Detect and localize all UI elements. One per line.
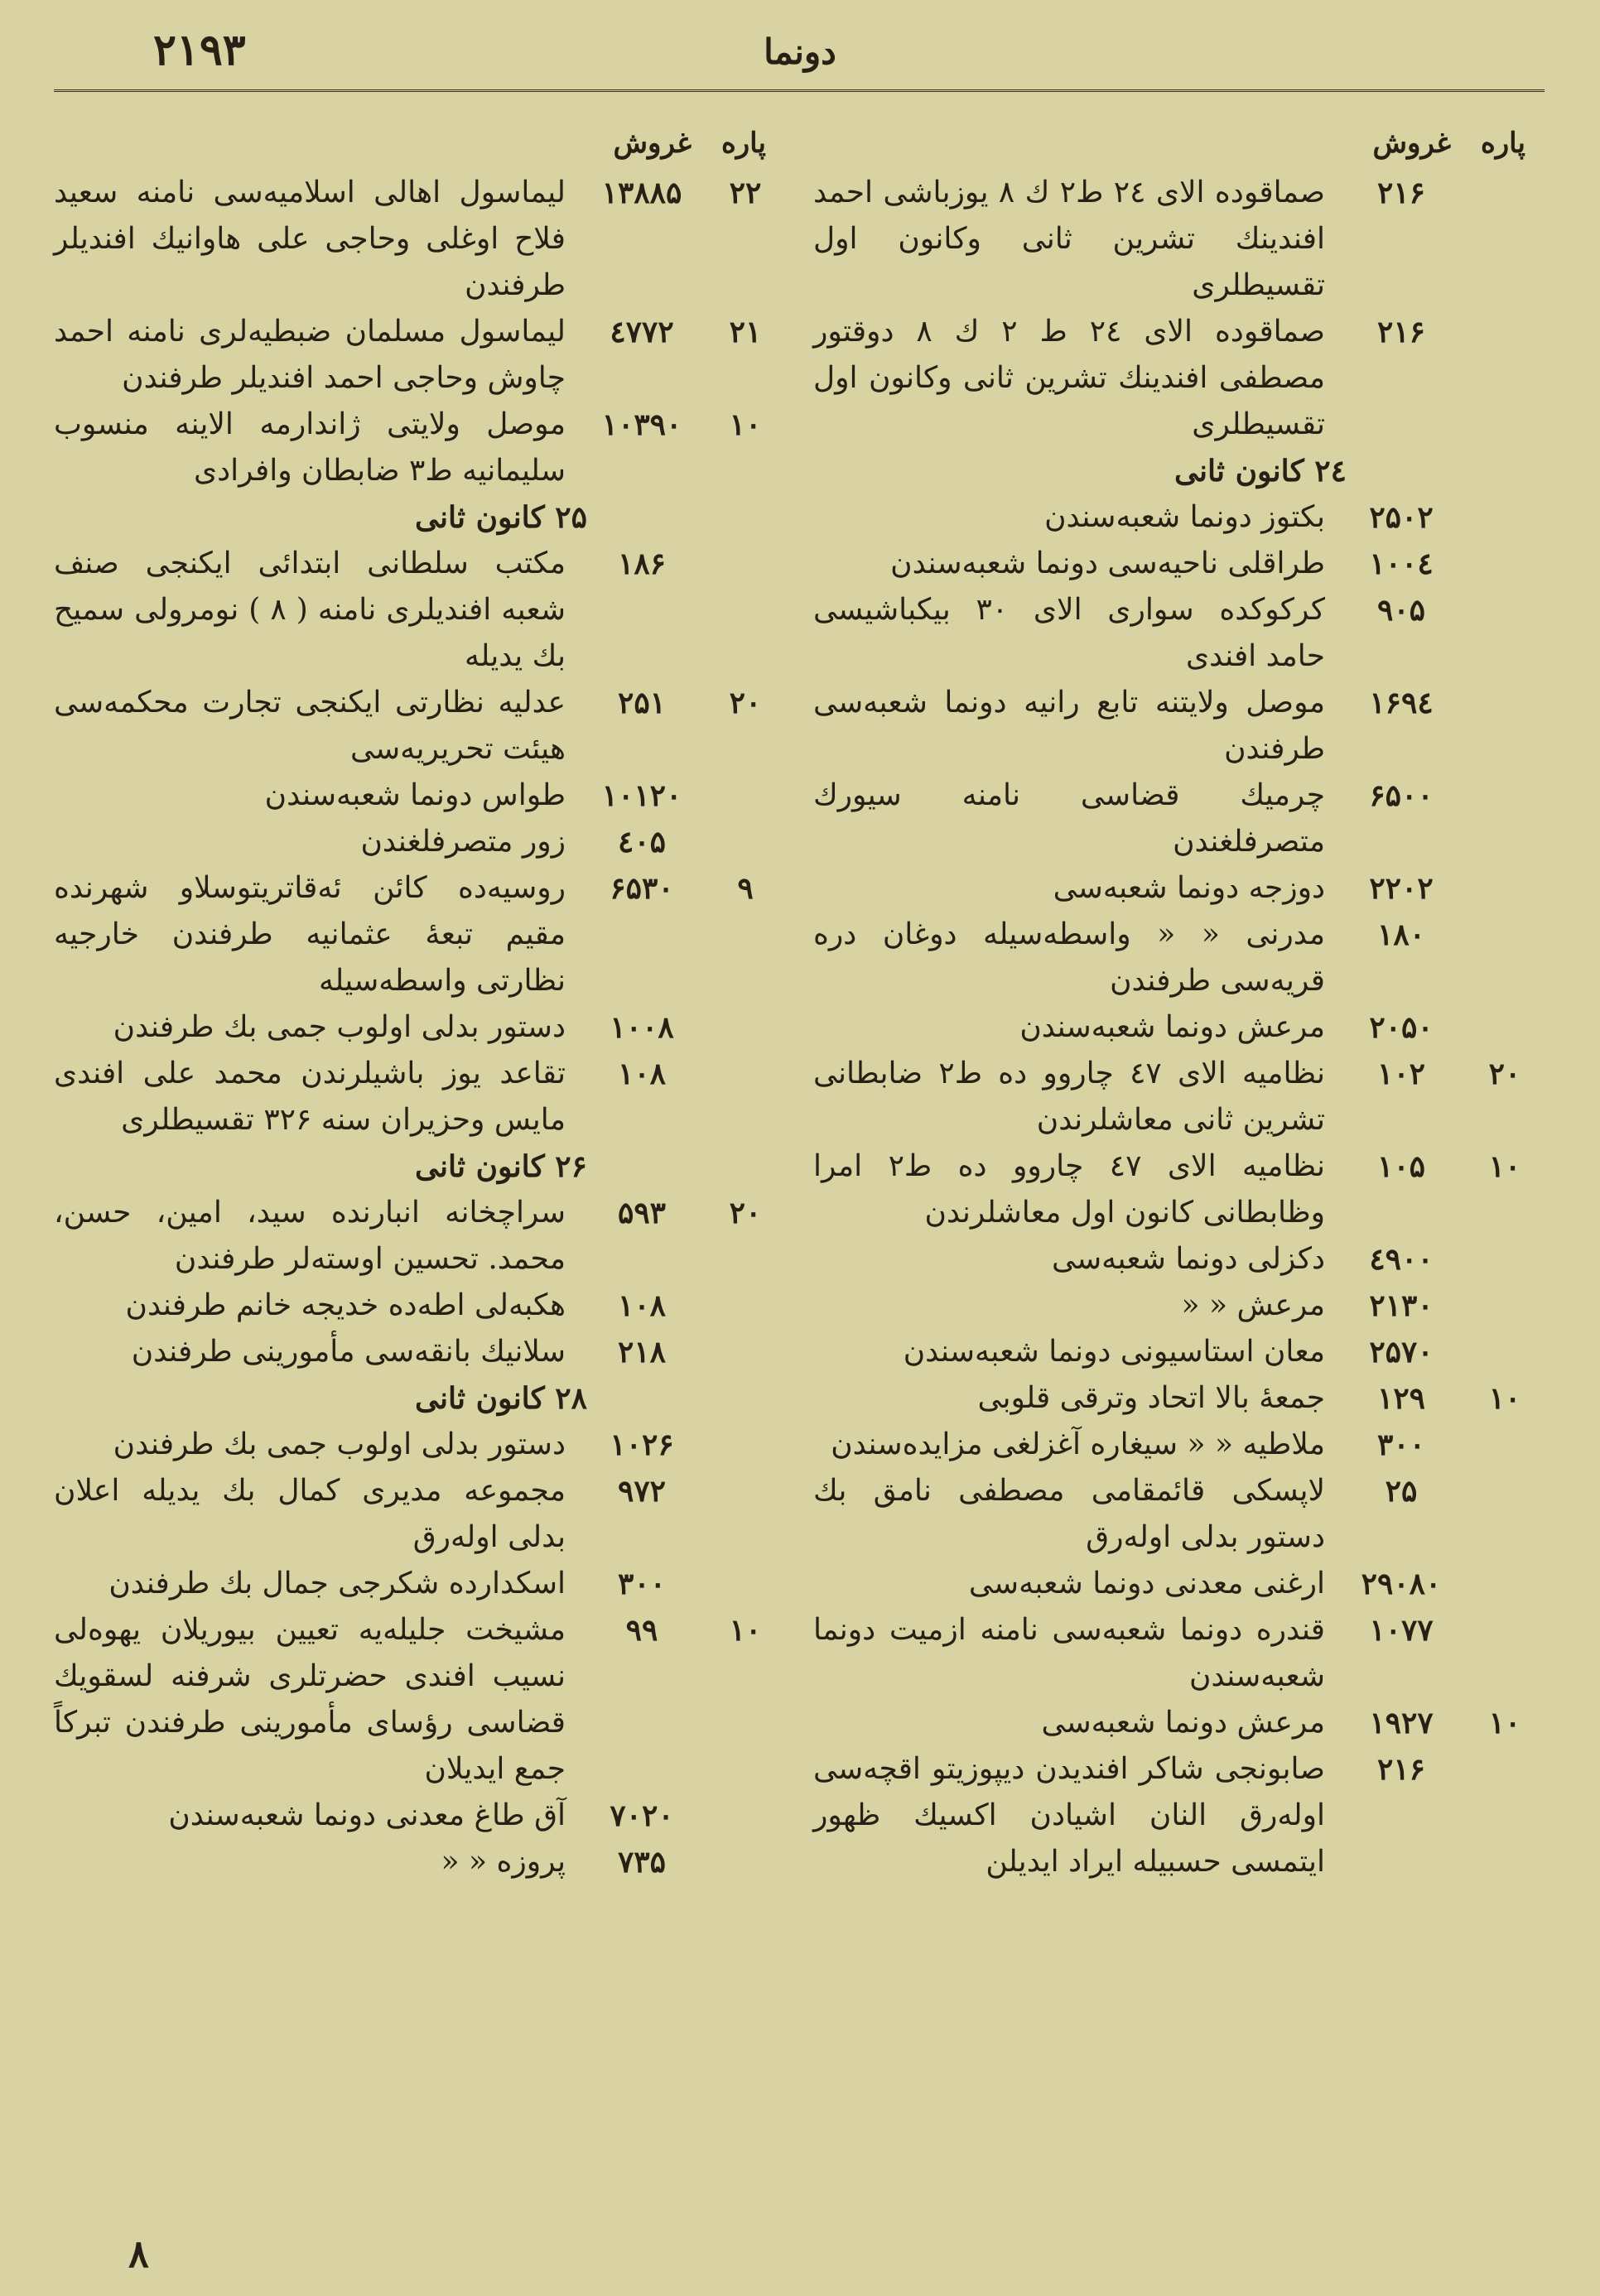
- amount-para: ۱۰: [729, 407, 762, 442]
- amount-kurus: ۱۰۷۷: [1369, 1613, 1434, 1648]
- entry-description: نظامیه الای ٤۷ چاروو ده ط۲ امرا وظابطانی کانون اول معاشلرندن: [813, 1149, 1325, 1230]
- ledger-entry: [813, 1236, 1542, 1283]
- amount-kurus: ۱۲۹: [1376, 1381, 1425, 1416]
- amount-kurus: ٤۰۵: [617, 825, 666, 859]
- amount-para: ۲۰: [729, 1196, 762, 1230]
- entry-description: کرکوکده سواری الای ۳۰ بیکباشیسی حامد افندی: [813, 593, 1325, 673]
- entry-description: هکبه‌لی اطه‌ده خدیجه خانم طرفندن: [125, 1288, 566, 1322]
- ledger-entry: [813, 1468, 1542, 1561]
- ledger-entry: [54, 1422, 783, 1468]
- ledger-entry: [813, 170, 1542, 309]
- ledger-entry: [813, 1329, 1542, 1375]
- entry-description: صابونجی شاکر افندیدن دیپوزیتو اقچه‌سی اوله‌رق النان اشیادن اکسیك ظهور ایتمسی حسبیله ایراد ایدیلن: [813, 1752, 1325, 1879]
- ledger-entry: [54, 1468, 783, 1561]
- ledger-entry: [54, 1561, 783, 1607]
- amount-para: ۱۰: [1488, 1149, 1521, 1184]
- entry-description: چرمیك قضاسی نامنه سیورك متصرفلغندن: [813, 778, 1325, 859]
- page-number: ۲۱۹۳: [153, 25, 246, 75]
- amount-kurus: ۲۵۱: [617, 686, 666, 720]
- ledger-entry: [54, 1051, 783, 1143]
- amount-kurus: ۱۰۰۸: [610, 1010, 674, 1045]
- ledger-entry: [54, 680, 783, 773]
- left-column-header: [54, 120, 783, 170]
- ledger-entry: [813, 494, 1542, 541]
- running-title: دونما: [764, 31, 836, 72]
- entry-description: مشیخت جلیله‌یه تعیین بیوریلان یهوه‌لی نسیب افندی حضرتلری شرفنه لسقویك قضاسی رؤسای مأمورینی طرفندن تبرکاً جمع ایدیلان: [54, 1613, 566, 1786]
- entry-description: موصل ولایتنه تابع رانیه دونما شعبه‌سی طرفندن: [813, 686, 1325, 766]
- signature-mark: ۸: [128, 2231, 149, 2276]
- right-entry-list: [813, 170, 1542, 1885]
- entry-description: سراچخانه انبارنده سید، امین، حسن، محمد. تحسین اوسته‌لر طرفندن: [54, 1196, 566, 1276]
- right-column-header: [813, 120, 1542, 170]
- amount-kurus: ۲۱۳۰: [1369, 1288, 1434, 1323]
- entry-description: ملاطیه « « سیغاره آغزلغی مزایده‌سندن: [831, 1427, 1325, 1461]
- header-rule: [54, 89, 1545, 92]
- amount-kurus: ۳۰۰: [617, 1567, 666, 1601]
- amount-kurus: ۲۵۷۰: [1369, 1335, 1434, 1369]
- entry-description: تقاعد یوز باشیلرندن محمد علی افندی مایس وحزیران سنه ۳۲۶ تقسیطلری: [54, 1057, 566, 1137]
- amount-kurus: ۱۳۸۸۵: [601, 176, 682, 210]
- entry-description: جمعۀ بالا اتحاد وترقی قلوبی: [977, 1381, 1325, 1415]
- ledger-entry: [54, 1793, 783, 1839]
- amount-kurus: ۱۶۹٤: [1369, 686, 1434, 720]
- amount-para: ۱۰: [1488, 1706, 1521, 1740]
- ledger-entry: [54, 1283, 783, 1329]
- amount-kurus: ۲۱۸: [617, 1335, 666, 1369]
- ledger-entry: [54, 773, 783, 819]
- amount-kurus: ۱۸۰: [1376, 917, 1425, 952]
- entry-description: معان استاسیونی دونما شعبه‌سندن: [903, 1335, 1325, 1369]
- entry-description: اسکدارده شکرجی جمال بك طرفندن: [108, 1567, 566, 1600]
- entry-description: طراقلی ناحیه‌سی دونما شعبه‌سندن: [890, 546, 1325, 580]
- ledger-entry: [813, 309, 1542, 448]
- entry-description: دوزجه دونما شعبه‌سی: [1053, 871, 1325, 905]
- amount-kurus: ۲۰۵۰: [1369, 1010, 1434, 1045]
- ledger-entry: [813, 587, 1542, 680]
- ledger-entry: [813, 1700, 1542, 1746]
- entry-description: قندره دونما شعبه‌سی نامنه ازمیت دونما شعبه‌سندن: [813, 1613, 1325, 1693]
- entry-description: دستور بدلی اولوب جمی بك طرفندن: [113, 1010, 566, 1044]
- amount-para: ۲۱: [729, 315, 762, 349]
- amount-kurus: ۵۹۳: [617, 1196, 666, 1230]
- ledger-entry: [813, 1607, 1542, 1700]
- ledger-entry: [813, 1422, 1542, 1468]
- ledger-entry: [813, 1746, 1542, 1885]
- amount-kurus: ۱۰۲۶: [610, 1427, 674, 1462]
- amount-kurus: ۱۰۲: [1376, 1057, 1425, 1091]
- amount-kurus: ۳۰۰: [1376, 1427, 1425, 1462]
- ledger-entry: [54, 309, 783, 402]
- amount-kurus: ۱۰۸: [617, 1057, 666, 1091]
- entry-description: زور متصرفلغندن: [360, 825, 566, 859]
- date-heading: ۲۸ کانون ثانی: [415, 1381, 587, 1416]
- amount-kurus: ۲۱۶: [1376, 176, 1425, 210]
- ledger-entry: [813, 912, 1542, 1004]
- ledger-entry: [54, 1607, 783, 1793]
- kurus-column-label: غروش: [1372, 127, 1451, 160]
- ledger-entry: [54, 170, 783, 309]
- entry-description: مرعش دونما شعبه‌سی: [1041, 1706, 1325, 1740]
- amount-kurus: ۱۰۱۲۰: [601, 778, 682, 813]
- entry-description: آق طاغ معدنی دونما شعبه‌سندن: [168, 1798, 566, 1832]
- amount-kurus: ۲۵: [1385, 1474, 1418, 1509]
- entry-description: پروزه « «: [441, 1845, 566, 1879]
- amount-kurus: ۲۹۰۸۰: [1361, 1567, 1442, 1601]
- amount-kurus: ۷۰۲۰: [610, 1798, 674, 1833]
- amount-para: ۱۰: [1488, 1381, 1521, 1416]
- amount-kurus: ۶۵۰۰: [1369, 778, 1434, 813]
- amount-kurus: ۶۵۳۰: [610, 871, 674, 906]
- date-heading: ۲٤ کانون ثانی: [1174, 454, 1347, 489]
- entry-description: مرعش « «: [1181, 1288, 1325, 1322]
- ledger-entry: [54, 1329, 783, 1375]
- ledger-entry: [813, 541, 1542, 587]
- para-column-label: پاره: [720, 127, 766, 160]
- ledger-entry: [813, 1143, 1542, 1236]
- entry-description: بکتوز دونما شعبه‌سندن: [1044, 500, 1325, 534]
- amount-kurus: ٤۷۷۲: [610, 315, 674, 349]
- entry-description: نظامیه الای ٤۷ چاروو ده ط۲ ضابطانی تشرین ثانی معاشلرندن: [813, 1057, 1325, 1137]
- ledger-entry: [813, 1004, 1542, 1051]
- ledger-entry: [813, 1283, 1542, 1329]
- entry-description: مدرنی « « واسطه‌سیله دوغان دره قریه‌سی طرفندن: [813, 917, 1325, 998]
- amount-kurus: ۲۲۰۲: [1369, 871, 1434, 906]
- ledger-entry: [54, 1004, 783, 1051]
- amount-kurus: ۲۱۶: [1376, 315, 1425, 349]
- amount-para: ۱۰: [729, 1613, 762, 1648]
- entry-description: مکتب سلطانی ابتدائی ایکنجی صنف شعبه افندیلری نامنه ( ۸ ) نومرولی سمیح بك یدیله: [54, 546, 566, 673]
- amount-kurus: ٤۹۰۰: [1369, 1242, 1434, 1277]
- right-column: [813, 120, 1542, 2207]
- amount-para: ۲۰: [729, 686, 762, 720]
- ledger-entry: [54, 865, 783, 1004]
- amount-para: ۲۰: [1488, 1057, 1521, 1091]
- ledger-entry: [813, 1561, 1542, 1607]
- entry-description: عدلیه نظارتی ایکنجی تجارت محکمه‌سی هیئت تحریریه‌سی: [54, 686, 566, 766]
- page-header: [0, 0, 1600, 99]
- kurus-column-label: غروش: [613, 127, 692, 160]
- ledger-entry: [54, 1839, 783, 1885]
- amount-kurus: ۷۳۵: [617, 1845, 666, 1880]
- entry-description: سلانیك بانقه‌سی مأمورینی طرفندن: [131, 1335, 566, 1369]
- entry-description: مجموعه مدیری کمال بك یدیله اعلان بدلی اوله‌رق: [54, 1474, 566, 1554]
- amount-para: ۲۲: [729, 176, 762, 210]
- date-heading: ۲۶ کانون ثانی: [415, 1149, 587, 1184]
- ledger-entry: [54, 819, 783, 865]
- entry-description: مرعش دونما شعبه‌سندن: [1019, 1010, 1325, 1044]
- entry-description: دکزلی دونما شعبه‌سی: [1052, 1242, 1325, 1276]
- ledger-entry: [813, 1051, 1542, 1143]
- left-column: [54, 120, 783, 2207]
- amount-kurus: ۲۱۶: [1376, 1752, 1425, 1787]
- left-entry-list: [54, 170, 783, 1885]
- entry-description: صماقوده الای ۲٤ ط۲ ك ۸ یوزباشی احمد افندینك تشرین ثانی وکانون اول تقسیطلری: [813, 176, 1325, 302]
- entry-description: لیماسول اهالی اسلامیه‌سی نامنه سعید فلاح اوغلی وحاجی علی هاوانیك افندیلر طرفندن: [54, 176, 566, 302]
- ledger-entry: [813, 865, 1542, 912]
- entry-description: لیماسول مسلمان ضبطیه‌لری نامنه احمد چاوش وحاجی احمد افندیلر طرفندن: [54, 315, 566, 395]
- amount-kurus: ۱۰۰٤: [1369, 546, 1434, 581]
- ledger-entry: [813, 680, 1542, 773]
- amount-kurus: ۱۸۶: [617, 546, 666, 581]
- amount-kurus: ۲۵۰۲: [1369, 500, 1434, 535]
- amount-kurus: ۹۰۵: [1376, 593, 1425, 628]
- ledger-entry: [813, 773, 1542, 865]
- amount-para: ۹: [737, 871, 754, 906]
- ledger-entry: [813, 1375, 1542, 1422]
- amount-kurus: ۱۰۸: [617, 1288, 666, 1323]
- entry-description: موصل ولایتی ژاندارمه الاینه منسوب سلیمانیه ط۳ ضابطان وافرادی: [54, 407, 566, 488]
- entry-description: صماقوده الای ۲٤ ط ۲ ك ۸ دوقتور مصطفی افندینك تشرین ثانی وکانون اول تقسیطلری: [813, 315, 1325, 441]
- entry-description: لاپسکی قائمقامی مصطفی نامق بك دستور بدلی اوله‌رق: [813, 1474, 1325, 1554]
- amount-kurus: ۱۰۵: [1376, 1149, 1425, 1184]
- amount-kurus: ۱۹۲۷: [1369, 1706, 1434, 1740]
- entry-description: طواس دونما شعبه‌سندن: [264, 778, 566, 812]
- amount-kurus: ۹۷۲: [617, 1474, 666, 1509]
- entry-description: ارغنی معدنی دونما شعبه‌سی: [968, 1567, 1325, 1600]
- ledger-entry: [54, 402, 783, 494]
- para-column-label: پاره: [1480, 127, 1525, 160]
- entry-description: دستور بدلی اولوب جمی بك طرفندن: [113, 1427, 566, 1461]
- amount-kurus: ۹۹: [625, 1613, 658, 1648]
- ledger-entry: [54, 1190, 783, 1283]
- date-heading: ۲۵ کانون ثانی: [415, 500, 587, 535]
- entry-description: روسیه‌ده کائن ئه‌قاتریتوسلاو شهرنده مقیم تبعۀ عثمانیه طرفندن خارجیه نظارتی واسطه‌سیله: [54, 871, 566, 998]
- ledger-entry: [54, 541, 783, 680]
- amount-kurus: ۱۰۳۹۰: [601, 407, 682, 442]
